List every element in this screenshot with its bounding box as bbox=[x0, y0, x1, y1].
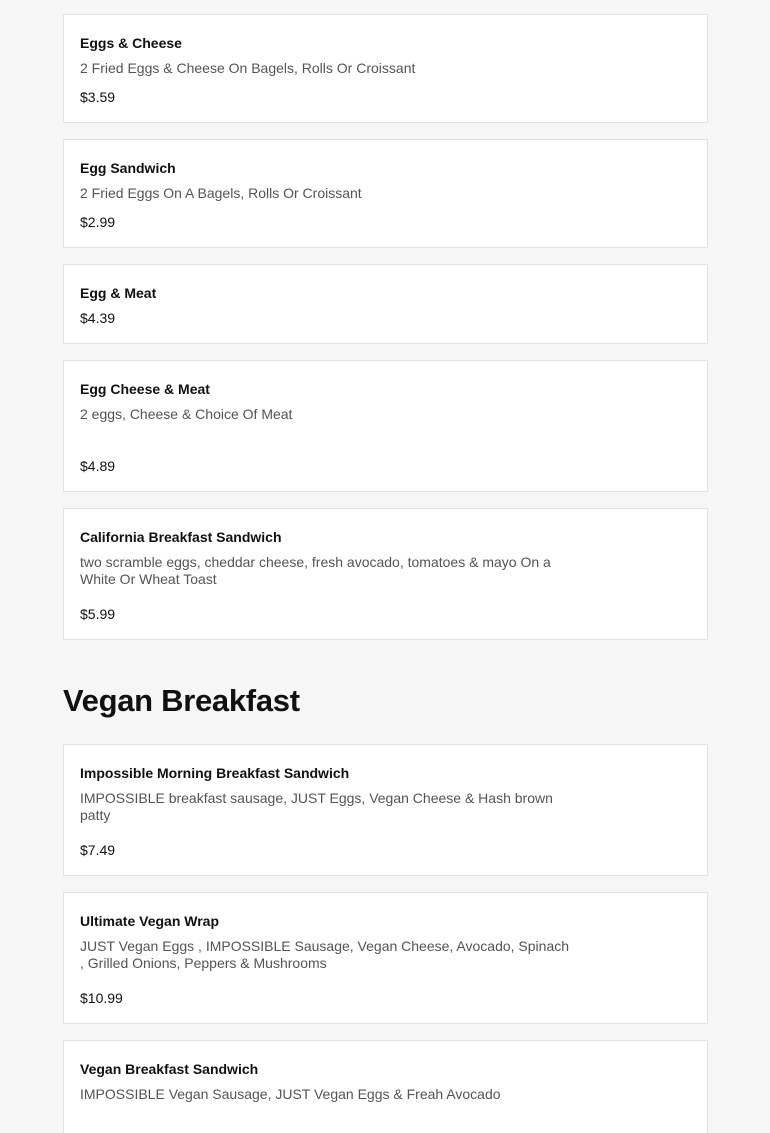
menu-item-description: IMPOSSIBLE breakfast sausage, JUST Eggs, Vegan Cheese & Hash brown patty bbox=[80, 790, 553, 823]
menu-item-card[interactable] bbox=[63, 744, 708, 876]
menu-item-name: Egg Sandwich bbox=[80, 160, 176, 176]
menu-item-price: $4.39 bbox=[80, 310, 116, 326]
menu-item-description: IMPOSSIBLE Vegan Sausage, JUST Vegan Eggs & Freah Avocado bbox=[80, 1086, 501, 1102]
menu-item-description: two scramble eggs, cheddar cheese, fresh avocado, tomatoes & mayo On a White Or Wheat Toast bbox=[80, 554, 551, 587]
section-title-vegan-breakfast: Vegan Breakfast bbox=[63, 683, 300, 718]
menu-item-name: Impossible Morning Breakfast Sandwich bbox=[80, 765, 350, 781]
menu-item-card[interactable] bbox=[63, 14, 708, 123]
menu-item-name: California Breakfast Sandwich bbox=[80, 529, 282, 545]
menu-item-description: 2 Fried Eggs & Cheese On Bagels, Rolls Or Croissant bbox=[80, 60, 416, 76]
menu-item-name: Ultimate Vegan Wrap bbox=[80, 913, 220, 929]
menu-item-card[interactable] bbox=[63, 508, 708, 640]
menu-item-price: $7.49 bbox=[80, 842, 116, 858]
menu-item-card[interactable] bbox=[63, 892, 708, 1024]
menu-item-name: Eggs & Cheese bbox=[80, 35, 182, 51]
menu-item-description: 2 Fried Eggs On A Bagels, Rolls Or Croissant bbox=[80, 185, 362, 201]
menu-item-name: Egg & Meat bbox=[80, 285, 157, 301]
menu-item-name: Egg Cheese & Meat bbox=[80, 381, 210, 397]
menu-item-price: $10.99 bbox=[80, 990, 123, 1006]
menu-item-price: $3.59 bbox=[80, 89, 116, 105]
menu-item-card[interactable] bbox=[63, 139, 708, 248]
menu-item-description: JUST Vegan Eggs , IMPOSSIBLE Sausage, Vegan Cheese, Avocado, Spinach , Grilled Onions, Peppers & Mushrooms bbox=[80, 938, 570, 971]
menu-item-name: Vegan Breakfast Sandwich bbox=[80, 1061, 259, 1077]
menu-item-card[interactable] bbox=[63, 360, 708, 492]
menu-item-price: $4.89 bbox=[80, 458, 116, 474]
menu-item-card[interactable] bbox=[63, 264, 708, 344]
menu-item-description: 2 eggs, Cheese & Choice Of Meat bbox=[80, 406, 293, 422]
menu-item-price: $2.99 bbox=[80, 214, 116, 230]
menu-item-price: $5.99 bbox=[80, 606, 116, 622]
menu-item-card[interactable] bbox=[63, 1040, 708, 1133]
